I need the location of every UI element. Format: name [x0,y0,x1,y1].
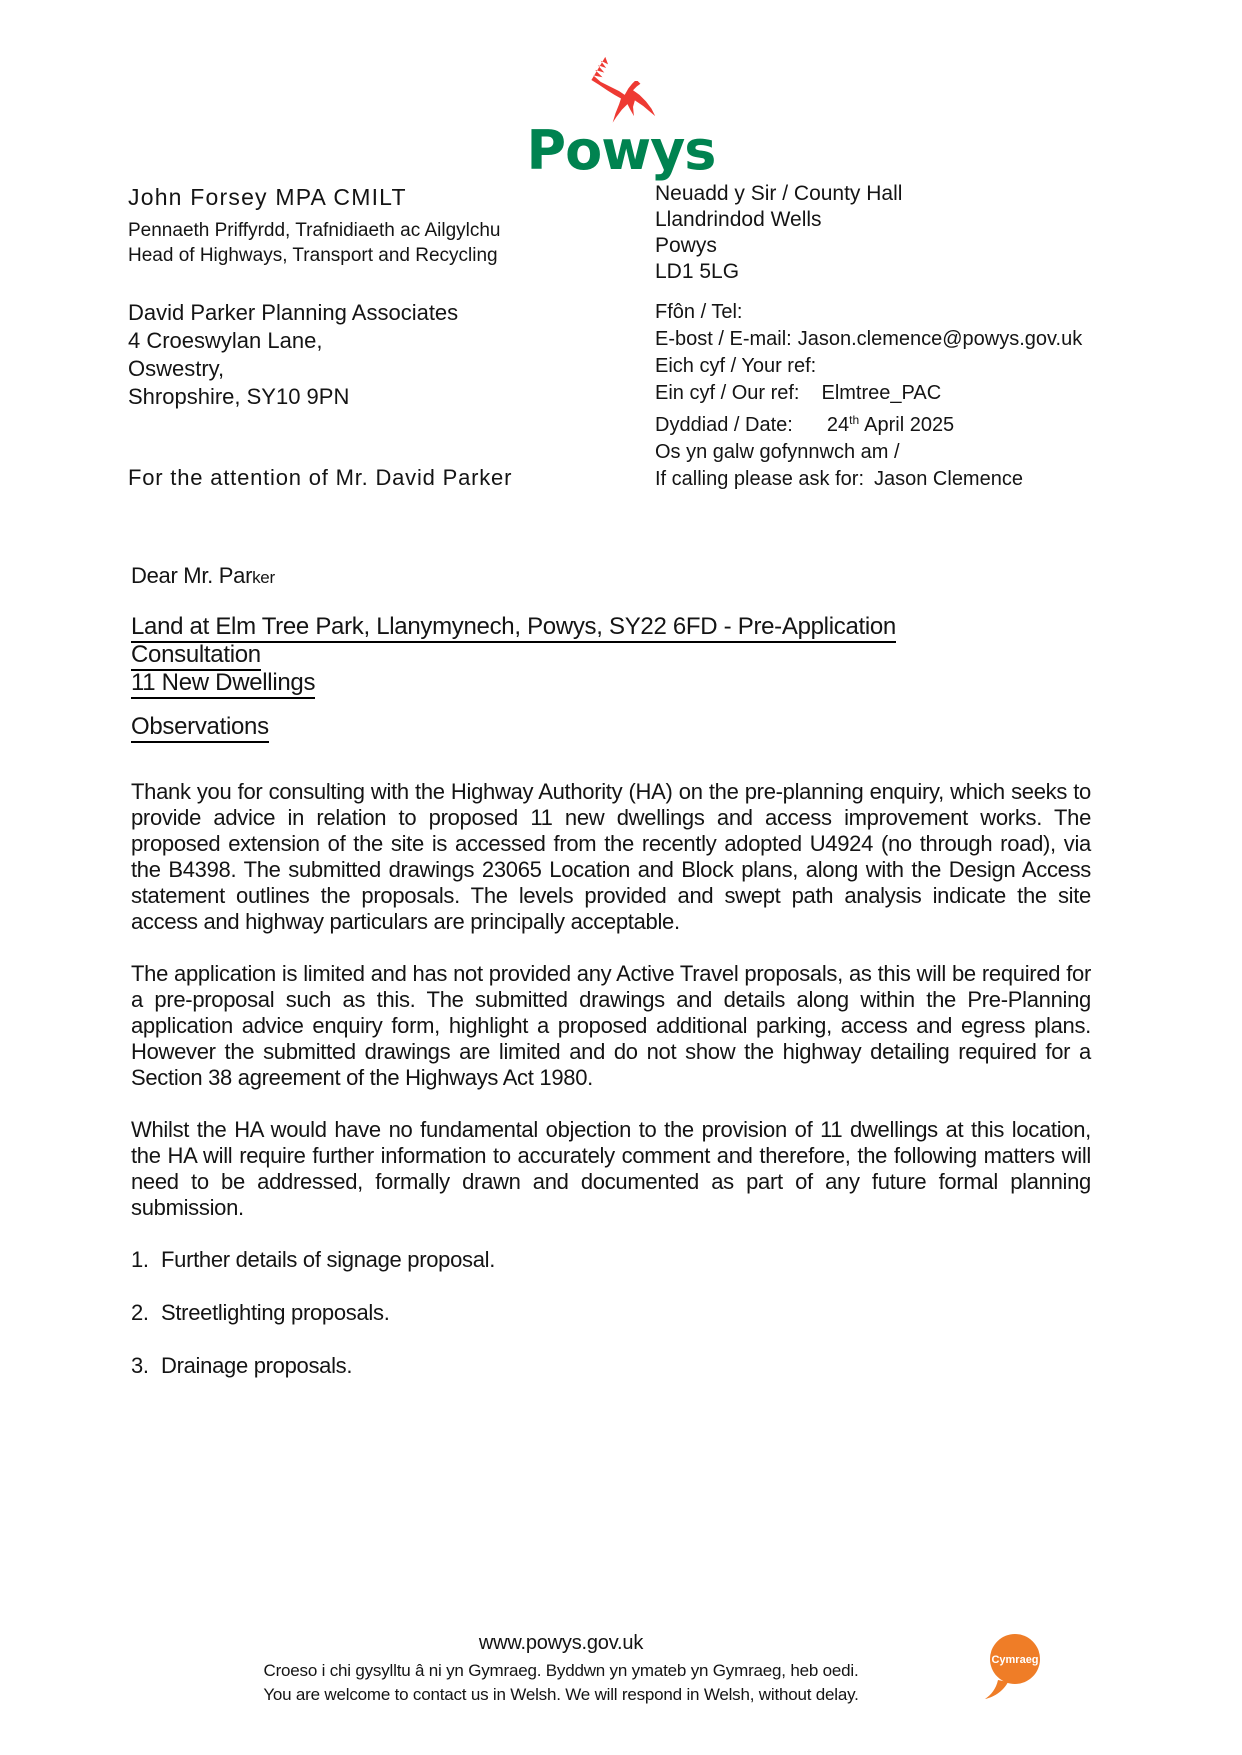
numbered-item-1 [131,1247,1091,1273]
sender-name: John Forsey MPA CMILT [128,184,407,210]
tel-row [655,299,1082,326]
item-text: Further details of signage proposal. [161,1247,496,1272]
footer-website: www.powys.gov.uk [478,1632,644,1654]
email-value: Jason.clemence@powys.gov.uk [797,328,1083,350]
our-ref-label: Ein cyf / Our ref: [655,382,800,404]
date-row [655,407,1082,439]
date-ordinal-suffix: th [849,413,860,427]
body-paragraph-2: The application is limited and has not provided any Active Travel proposals, as this will be required for a pre-proposal such as this. The submitted drawings and details along within the Pre-Planning application advice enquiry form, highlight a proposed additional parking, access and egress plans. However the submitted drawings are limited and do not show the highway detailing required for a Section 38 agreement of the Highways Act 1980. [131,961,1091,1090]
ask-for-welsh-row [655,439,1082,466]
cymraeg-badge-label: Cymraeg [991,1654,1039,1666]
item-text: Drainage proposals. [161,1353,353,1378]
item-number: 3. [131,1353,149,1378]
body-paragraph-3: Whilst the HA would have no fundamental objection to the provision of 11 dwellings at this location, the HA will require further information to accurately comment and therefore, the following matters will need to be addressed, formally drawn and documented as part of any future formal planning submission. [131,1117,1091,1220]
page-footer [128,1632,994,1707]
subject-heading [131,613,1091,697]
subject-line-3: 11 New Dwellings [131,669,315,699]
numbered-item-3 [131,1353,1091,1379]
attention-line: For the attention of Mr. David Parker [128,465,513,490]
our-ref-value: Elmtree_PAC [821,382,942,404]
powys-wordmark: Powys [526,119,716,182]
your-ref-label: Eich cyf / Your ref: [655,355,817,377]
council-address [655,181,902,285]
council-address-line: LD1 5LG [655,260,740,283]
ask-for-english-row [655,466,1082,493]
salutation [131,563,275,589]
footer-english-line: You are welcome to contact us in Welsh. We will respond in Welsh, without delay. [263,1685,859,1704]
item-text: Streetlighting proposals. [161,1300,390,1325]
numbered-item-2 [131,1300,1091,1326]
email-row [655,326,1082,353]
item-number: 1. [131,1247,149,1272]
section-heading: Observations [131,713,1091,741]
our-ref-row [655,380,1082,407]
date-rest: April 2025 [864,414,955,436]
ask-for-label: If calling please ask for: [655,468,864,490]
recipient-address-line: Shropshire, SY10 9PN [128,384,350,409]
council-address-line: Powys [655,234,717,257]
recipient-address-line: 4 Croeswylan Lane, [128,328,323,353]
body-paragraph-1: Thank you for consulting with the Highway Authority (HA) on the pre-planning enquiry, which seeks to provide advice in relation to proposed 11 new dwellings and access improvement works. The proposed extension of the site is accessed from the recently adopted U4924 (no through road), via the B4398. The submitted drawings 23065 Location and Block plans, along with the Design Access statement outlines the proposals. The levels provided and swept path analysis indicate the site access and highway particulars are principally acceptable. [131,779,1091,934]
council-address-line: Llandrindod Wells [655,208,822,231]
sender-role-welsh: Pennaeth Priffyrdd, Trafnidiaeth ac Ailgylchu [128,220,501,241]
letter-body [131,613,1091,1406]
sender-role-english: Head of Highways, Transport and Recycling [128,245,498,266]
contact-details [655,299,1082,493]
ask-for-name: Jason Clemence [874,468,1023,490]
email-label: E-bost / E-mail: [655,328,792,350]
date-day: 24 [826,414,850,436]
date-label: Dyddiad / Date: [655,414,793,436]
powys-logo [0,56,1242,182]
tel-label: Ffôn / Tel: [655,301,743,323]
salutation-small: ker [252,568,275,587]
cymraeg-speech-bubble-icon [984,1633,1046,1699]
recipient-address-line: Oswestry, [128,356,225,381]
subject-line-1: Land at Elm Tree Park, Llanymynech, Powys, SY22 6FD - Pre-Application [131,613,896,643]
footer-welsh-line: Croeso i chi gysylltu â ni yn Gymraeg. Byddwn yn ymateb yn Gymraeg, heb oedi. [263,1661,859,1680]
sender-block [128,184,501,268]
your-ref-row [655,353,1082,380]
salutation-main: Dear Mr. Par [131,563,253,588]
item-number: 2. [131,1300,149,1325]
council-address-line: Neuadd y Sir / County Hall [655,182,903,205]
recipient-address [128,299,458,411]
recipient-address-line: David Parker Planning Associates [128,300,459,325]
ask-for-welsh: Os yn galw gofynnwch am / [655,441,900,463]
subject-line-2: Consultation [131,641,261,671]
